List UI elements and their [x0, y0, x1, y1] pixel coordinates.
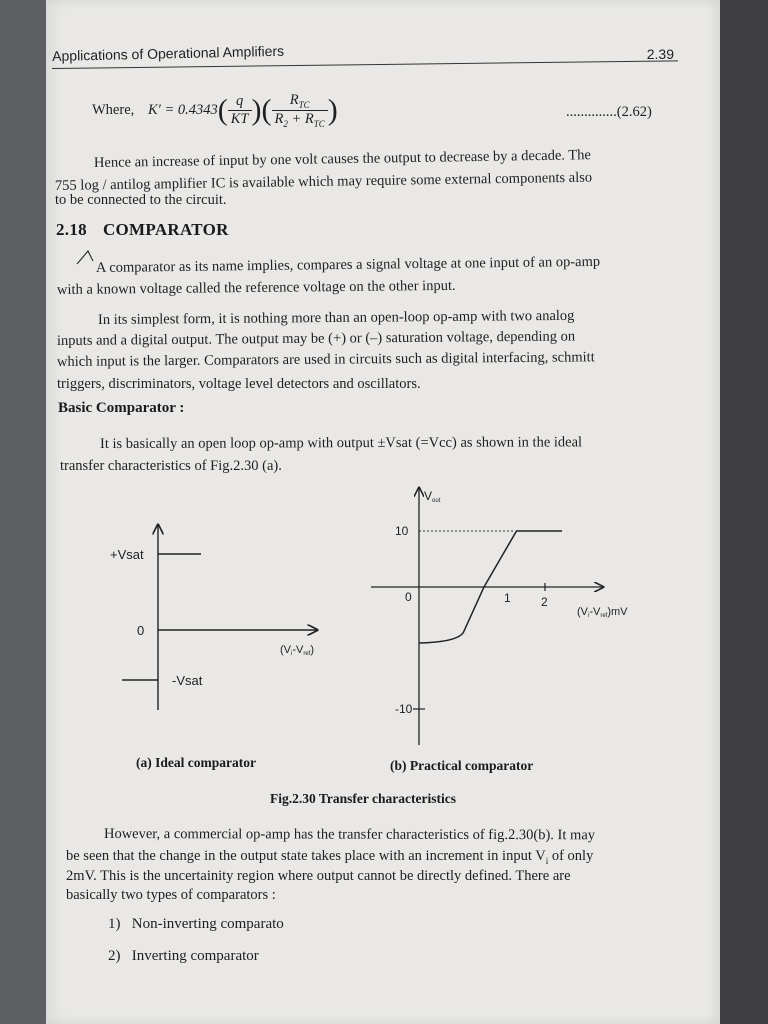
y-tick-label-0: 0: [405, 590, 412, 604]
fraction-rtc: $\frac{R_{TC}}{R_2 + R_{TC}}$: [272, 92, 328, 129]
subheading-basic-comparator: Basic Comparator :: [58, 400, 185, 416]
paragraph-line: triggers, discriminators, voltage level detectors and oscillators.: [57, 376, 421, 392]
y-tick-label-minus-10: -10: [395, 702, 413, 716]
paragraph-line: A comparator as its name implies, compares a signal voltage at one input of an op-amp: [95, 253, 601, 276]
fraction-q-kt: $\frac{q}{KT}$: [228, 93, 252, 128]
minus-vsat-label: -Vsat: [172, 673, 203, 688]
list-item: 1) Non-inverting comparato: [108, 916, 284, 932]
paragraph-line: basically two types of comparators :: [66, 887, 276, 903]
equation-number: ..............(2.62): [566, 104, 652, 120]
section-heading: [56, 220, 229, 240]
paragraph-line: In its simplest form, it is nothing more than an open-loop op-amp with two analog: [97, 307, 575, 328]
x-tick-label-2: 2: [541, 595, 548, 609]
equation-body: K′ = 0.4343( $\frac{q}{KT}$ )( $\frac{R_{TC}}{R_2 + R_{TC}}$ ): [148, 92, 338, 129]
figure-caption: Fig.2.30 Transfer characteristics: [270, 791, 456, 806]
paragraph-line: However, a commercial op-amp has the transfer characteristics of fig.2.30(b). It may: [103, 826, 596, 844]
paragraph-line: with a known voltage called the reference voltage on the other input.: [56, 277, 456, 298]
x-tick-label-1: 1: [504, 591, 511, 605]
handwritten-tick-mark: [76, 248, 96, 266]
paragraph-line: 2mV. This is the uncertainity region where output cannot be directly defined. There are: [66, 868, 571, 884]
y-tick-label-10: 10: [395, 524, 409, 538]
x-axis-label: (Vi-Vref): [280, 644, 315, 657]
paragraph-line: It is basically an open loop op-amp with output ±Vsat (=Vcc) as shown in the ideal: [99, 434, 583, 452]
paragraph-line: be seen that the change in the output state takes place with an increment in input $V_i$ of only: [66, 848, 594, 866]
zero-label: 0: [137, 623, 145, 638]
page-number: 2.39: [646, 46, 674, 62]
figure-a-caption: (a) Ideal comparator: [136, 755, 256, 770]
y-axis-label: Vout: [424, 489, 441, 504]
equation-2-62: [92, 88, 692, 138]
paragraph-line: 755 log / antilog amplifier IC is available which may require some external components also: [54, 169, 593, 194]
equation-where: Where,: [92, 102, 135, 118]
section-title: COMPARATOR: [102, 220, 229, 239]
paragraph-line: inputs and a digital output. The output may be (+) or (–) saturation voltage, depending on: [56, 328, 576, 349]
paragraph-line: Hence an increase of input by one volt causes the output to decrease by a decade. The: [93, 147, 592, 171]
plus-vsat-label: +Vsat: [110, 547, 144, 562]
list-item: 2) Inverting comparator: [108, 948, 259, 964]
running-title: Applications of Operational Amplifiers: [52, 42, 285, 64]
section-number: 2.18: [56, 220, 87, 239]
figure-practical-comparator: [365, 480, 665, 755]
equation-lhs: K′ = 0.4343: [148, 101, 218, 118]
figure-b-caption: (b) Practical comparator: [390, 758, 534, 773]
paragraph-line: transfer characteristics of Fig.2.30 (a).: [60, 458, 282, 474]
paragraph-line: which input is the larger. Comparators are used in circuits such as digital interfacing, schmitt: [56, 349, 595, 370]
paragraph-line: to be connected to the circuit.: [55, 192, 227, 208]
figure-ideal-comparator: [100, 515, 340, 715]
background-edge: [720, 0, 768, 1024]
x-axis-label: (Vi-Vref)mV: [577, 606, 628, 619]
